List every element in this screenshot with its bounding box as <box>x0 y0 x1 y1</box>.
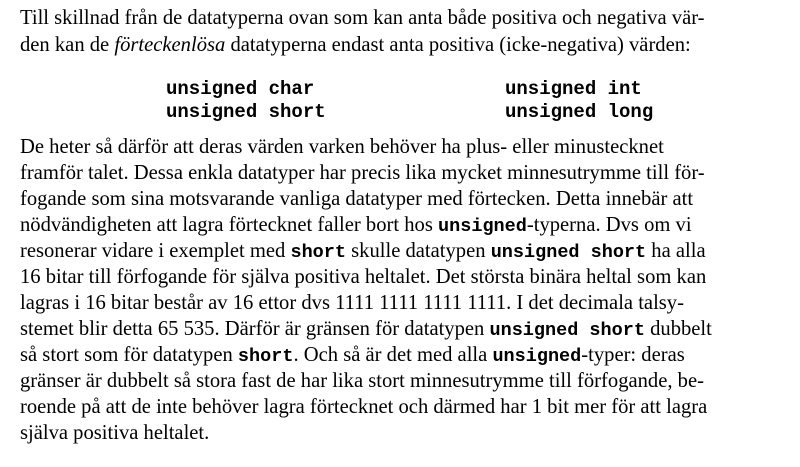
type-unsigned-int: unsigned int <box>505 78 642 100</box>
intro-emphasis: förteckenlösa <box>114 34 226 56</box>
para-text: -typer: deras <box>581 344 685 366</box>
intro-text-2a: den kan de <box>20 34 110 56</box>
type-unsigned-short: unsigned short <box>166 101 326 123</box>
para-line-11 <box>20 397 707 418</box>
para-text: De heter så därför att deras värden varken behöver ha plus- eller minustecknet <box>20 136 664 158</box>
para-text: framför talet. Dessa enkla datatyper har precis lika mycket minnesutrymme till för- <box>20 162 705 184</box>
para-text: roende på att de inte behöver lagra förtecknet och därmed har 1 bit mer för att lagra <box>20 396 708 418</box>
para-text: . Och så är det med alla <box>293 344 488 366</box>
para-text: stemet blir detta 65 535. Därför är gränsen för datatypen <box>20 318 485 340</box>
code-keyword: unsigned short <box>489 320 645 341</box>
para-line-9 <box>20 345 685 367</box>
type-unsigned-long: unsigned long <box>505 101 654 123</box>
para-line-10 <box>20 371 704 392</box>
para-line-7 <box>20 293 684 314</box>
intro-line-2 <box>20 35 691 56</box>
para-line-6 <box>20 267 706 288</box>
para-text: så stort som för datatypen <box>20 344 233 366</box>
code-keyword: short <box>237 346 294 367</box>
code-keyword: unsigned <box>438 216 527 237</box>
intro-text-1: Till skillnad från de datatyperna ovan som kan anta både positiva och negativa vär- <box>20 7 705 29</box>
intro-line-1 <box>20 8 705 29</box>
para-line-12 <box>20 423 209 444</box>
para-text: ha alla <box>651 240 706 262</box>
para-text: dubbelt <box>650 318 712 340</box>
para-text: resonerar vidare i exemplet med <box>20 240 286 262</box>
intro-text-2b: datatyperna endast anta positiva (icke-negativa) värden: <box>230 34 691 56</box>
para-line-2 <box>20 163 705 184</box>
para-line-1 <box>20 137 780 158</box>
code-keyword: unsigned short <box>490 242 647 263</box>
code-keyword: short <box>290 242 346 263</box>
para-text: lagras i 16 bitar består av 16 ettor dvs 1111 1111 1111 1111. I det decimala talsy- <box>20 292 684 314</box>
type-unsigned-char: unsigned char <box>166 78 315 100</box>
para-line-5 <box>20 241 706 263</box>
para-text: skulle datatypen <box>351 240 486 262</box>
para-text: -typerna. Dvs om vi <box>526 214 692 236</box>
para-text: fogande som sina motsvarande vanliga datatyper med förtecken. Detta innebär att <box>20 188 694 210</box>
para-text: gränser är dubbelt så stora fast de har lika stort minnesutrymme till förfogande, be- <box>20 370 704 392</box>
para-text: själva positiva heltalet. <box>20 422 210 444</box>
para-line-3 <box>20 189 693 210</box>
para-line-8 <box>20 319 712 341</box>
para-text: nödvändigheten att lagra förtecknet faller bort hos <box>20 214 433 236</box>
code-keyword: unsigned <box>492 346 582 367</box>
para-line-4 <box>20 215 692 237</box>
para-text: 16 bitar till förfogande för själva positiva heltalet. Det största binära heltal som kan <box>20 266 707 288</box>
